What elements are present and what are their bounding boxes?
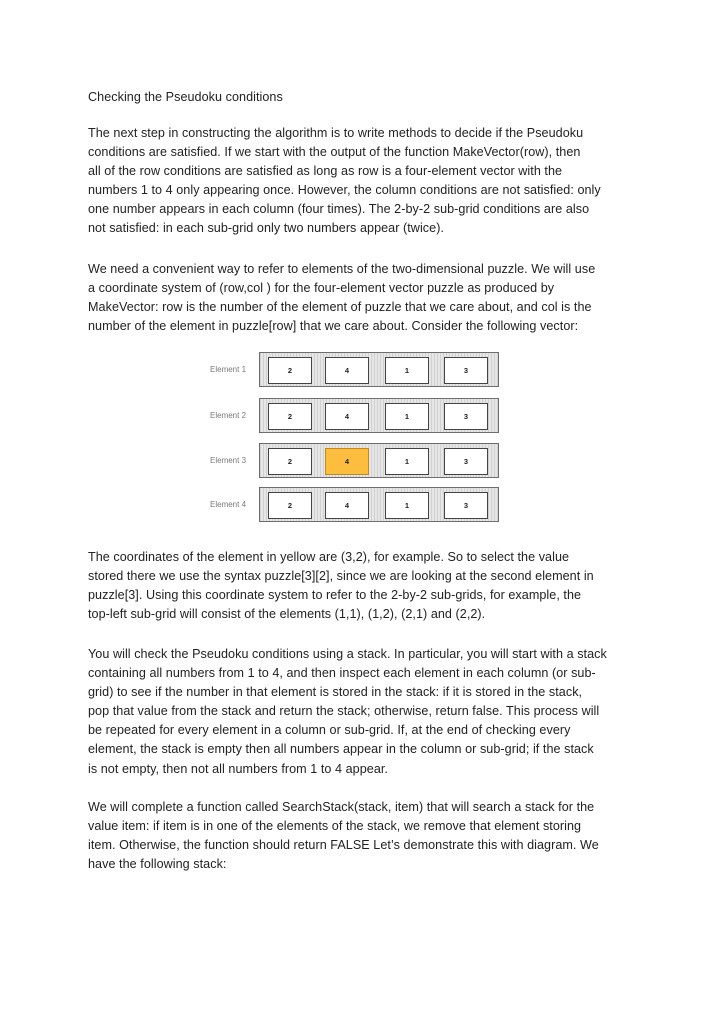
vector-cell: 1	[385, 357, 429, 384]
element-label: Element 3	[210, 456, 247, 465]
highlighted-vector-cell: 4	[325, 448, 369, 475]
element-label: Element 1	[210, 365, 247, 374]
vector-cell: 3	[444, 492, 488, 519]
text-line: You will check the Pseudoku conditions using a stack. In particular, you will start with a stack	[88, 647, 607, 661]
text-line: numbers 1 to 4 only appearing once. However, the column conditions are not satisfied: only	[88, 183, 601, 198]
paragraph-intro	[88, 124, 601, 239]
text-line: MakeVector: row is the number of the element of puzzle that we care about, and col is the	[88, 300, 592, 315]
vector-cell: 2	[268, 492, 312, 519]
text-line: top-left sub-grid will consist of the elements (1,1), (1,2), (2,1) and (2,2).	[88, 607, 486, 622]
element-row	[259, 398, 499, 433]
paragraph-coordinate-system	[88, 260, 595, 336]
text-line: a coordinate system of (row,col ) for the four-element vector puzzle as produced by	[88, 281, 555, 296]
text-line: grid) to see if the number in that element is stored in the stack: if it is stored in the stack,	[88, 685, 583, 700]
text-line: one number appears in each column (four times). The 2-by-2 sub-grid conditions are also	[88, 202, 590, 217]
text-line: We need a convenient way to refer to elements of the two-dimensional puzzle. We will use	[88, 262, 596, 276]
element-label: Element 4	[210, 500, 247, 509]
text-line: containing all numbers from 1 to 4, and then inspect each element in each column (or sub-	[88, 666, 596, 681]
vector-cell: 1	[385, 492, 429, 519]
text-line: all of the row conditions are satisfied as long as row is a four-element vector with the	[88, 164, 563, 179]
vector-cell: 2	[268, 357, 312, 384]
text-line: have the following stack:	[88, 857, 227, 872]
element-row	[259, 352, 499, 387]
text-line: value item: if item is in one of the elements of the stack, we remove that element storing	[88, 819, 582, 834]
text-line: We will complete a function called SearchStack(stack, item) that will search a stack for the	[88, 800, 595, 814]
text-line: element, the stack is empty then all numbers appear in the column or sub-grid; if the stack	[88, 742, 594, 757]
text-line: item. Otherwise, the function should return FALSE Let’s demonstrate this with diagram. We	[88, 838, 599, 853]
vector-cell: 4	[325, 357, 369, 384]
text-line: stored there we use the syntax puzzle[3][2], since we are looking at the second element in	[88, 569, 594, 584]
vector-cell: 3	[444, 448, 488, 475]
text-line: The coordinates of the element in yellow are (3,2), for example. So to select the value	[88, 550, 570, 564]
vector-cell: 4	[325, 492, 369, 519]
vector-cell: 2	[268, 403, 312, 430]
vector-cell: 3	[444, 357, 488, 384]
vector-cell: 4	[325, 403, 369, 430]
text-line: conditions are satisfied. If we start with the output of the function MakeVector(row), then	[88, 145, 581, 160]
element-label: Element 2	[210, 411, 247, 420]
vector-cell: 3	[444, 403, 488, 430]
element-row	[259, 487, 499, 522]
paragraph-yellow-element	[88, 548, 594, 624]
vector-cell: 1	[385, 403, 429, 430]
text-line: be repeated for every element in a column or sub-grid. If, at the end of checking every	[88, 723, 571, 738]
text-line: puzzle[3]. Using this coordinate system to refer to the 2-by-2 sub-grids, for example, the	[88, 588, 582, 603]
text-line: is not empty, then not all numbers from 1 to 4 appear.	[88, 761, 388, 776]
paragraph-search-stack	[88, 798, 599, 874]
text-line: The next step in constructing the algorithm is to write methods to decide if the Pseudoku	[88, 126, 584, 140]
text-line: pop that value from the stack and return the stack; otherwise, return false. This process will	[88, 704, 600, 719]
vector-diagram	[198, 352, 500, 528]
vector-cell: 2	[268, 448, 312, 475]
section-heading: Checking the Pseudoku conditions	[88, 90, 283, 104]
text-line: number of the element in puzzle[row] that we care about. Consider the following vector:	[88, 319, 579, 334]
element-row	[259, 443, 499, 478]
text-line: not satisfied: in each sub-grid only two numbers appear (twice).	[88, 221, 444, 236]
paragraph-stack-method	[88, 645, 607, 779]
vector-cell: 1	[385, 448, 429, 475]
